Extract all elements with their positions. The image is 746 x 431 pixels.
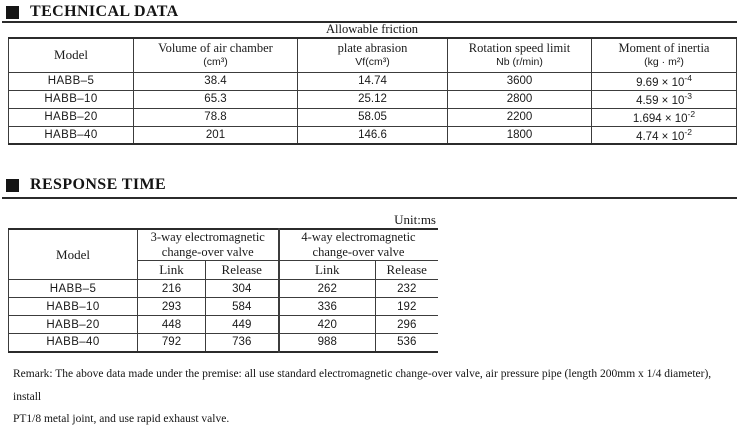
col-header-link-4way: Link xyxy=(279,261,376,280)
unit-label: Unit:ms xyxy=(394,212,436,227)
cell-link-3way: 293 xyxy=(138,298,206,316)
section-header-response-time xyxy=(6,176,166,194)
col-header-inertia: Moment of inertia (kg · m²) xyxy=(592,38,737,72)
cell-inertia: $4.74 \times 10^{-2}$ xyxy=(592,126,737,144)
cell-model: HABB–40 xyxy=(9,334,138,352)
cell-link-4way: 262 xyxy=(279,280,376,298)
cell-abrasion: 58.05 xyxy=(298,108,448,126)
cell-release-4way: 232 xyxy=(376,280,438,298)
cell-release-4way: 536 xyxy=(376,334,438,352)
cell-model: HABB–10 xyxy=(9,90,134,108)
cell-link-4way: 988 xyxy=(279,334,376,352)
cell-link-3way: 792 xyxy=(138,334,206,352)
cell-model: HABB–20 xyxy=(9,108,134,126)
section-bullet-square-icon xyxy=(6,179,19,192)
cell-inertia: $4.59 \times 10^{-3}$ xyxy=(592,90,737,108)
cell-abrasion: 146.6 xyxy=(298,126,448,144)
col-header-release-3way: Release xyxy=(206,261,279,280)
col-header-3way-valve: 3-way electromagnetic change-over valve xyxy=(138,229,279,261)
cell-release-3way: 304 xyxy=(206,280,279,298)
cell-model: HABB–20 xyxy=(9,316,138,334)
cell-rotation: 1800 xyxy=(448,126,592,144)
cell-link-3way: 448 xyxy=(138,316,206,334)
cell-inertia: $9.69 \times 10^{-4}$ xyxy=(592,72,737,90)
cell-rotation: 2800 xyxy=(448,90,592,108)
table-row xyxy=(9,108,737,126)
cell-release-3way: 584 xyxy=(206,298,279,316)
cell-abrasion: 14.74 xyxy=(298,72,448,90)
col-header-release-4way: Release xyxy=(376,261,438,280)
remark-line-1: Remark: The above data made under the premise: all use standard electromagnetic change-over valve, air pressure pipe (length 200mm x 1/4 diameter), install xyxy=(13,368,712,403)
table-row xyxy=(9,126,737,144)
cell-link-4way: 336 xyxy=(279,298,376,316)
remark-text xyxy=(13,363,741,431)
table-row xyxy=(9,72,737,90)
table-row xyxy=(9,334,438,352)
response-time-table xyxy=(8,228,438,353)
remark-line-2: PT1/8 metal joint, and use rapid exhaust valve. xyxy=(13,413,230,425)
cell-rotation: 2200 xyxy=(448,108,592,126)
col-header-abrasion: plate abrasion Vf(cm³) xyxy=(298,38,448,72)
col-header-model: Model xyxy=(9,38,134,72)
cell-volume: 78.8 xyxy=(134,108,298,126)
table-row xyxy=(9,280,438,298)
cell-model: HABB–10 xyxy=(9,298,138,316)
table-row xyxy=(9,90,737,108)
cell-rotation: 3600 xyxy=(448,72,592,90)
heading-rule xyxy=(2,197,737,199)
technical-data-table xyxy=(8,37,737,145)
section-header-technical-data xyxy=(6,3,179,21)
col-header-model: Model xyxy=(9,229,138,280)
cell-model: HABB–40 xyxy=(9,126,134,144)
section-title-response-time: RESPONSE TIME xyxy=(30,176,167,193)
section-title-technical-data: TECHNICAL DATA xyxy=(30,3,179,20)
header-row xyxy=(9,229,438,261)
col-header-volume: Volume of air chamber (cm³) xyxy=(134,38,298,72)
col-header-link-3way: Link xyxy=(138,261,206,280)
allowable-friction-overflow-label: Allowable friction xyxy=(326,22,418,36)
cell-volume: 201 xyxy=(134,126,298,144)
table-row xyxy=(9,316,438,334)
cell-release-4way: 296 xyxy=(376,316,438,334)
cell-release-4way: 192 xyxy=(376,298,438,316)
section-bullet-square-icon xyxy=(6,6,19,19)
header-row xyxy=(9,38,737,72)
cell-link-3way: 216 xyxy=(138,280,206,298)
cell-model: HABB–5 xyxy=(9,280,138,298)
table-row xyxy=(9,298,438,316)
cell-abrasion: 25.12 xyxy=(298,90,448,108)
cell-link-4way: 420 xyxy=(279,316,376,334)
cell-inertia: $1.694 \times 10^{-2}$ xyxy=(592,108,737,126)
col-header-4way-valve: 4-way electromagnetic change-over valve xyxy=(279,229,438,261)
cell-release-3way: 736 xyxy=(206,334,279,352)
cell-volume: 65.3 xyxy=(134,90,298,108)
cell-volume: 38.4 xyxy=(134,72,298,90)
col-header-rotation: Rotation speed limit Nb (r/min) xyxy=(448,38,592,72)
cell-release-3way: 449 xyxy=(206,316,279,334)
cell-model: HABB–5 xyxy=(9,72,134,90)
